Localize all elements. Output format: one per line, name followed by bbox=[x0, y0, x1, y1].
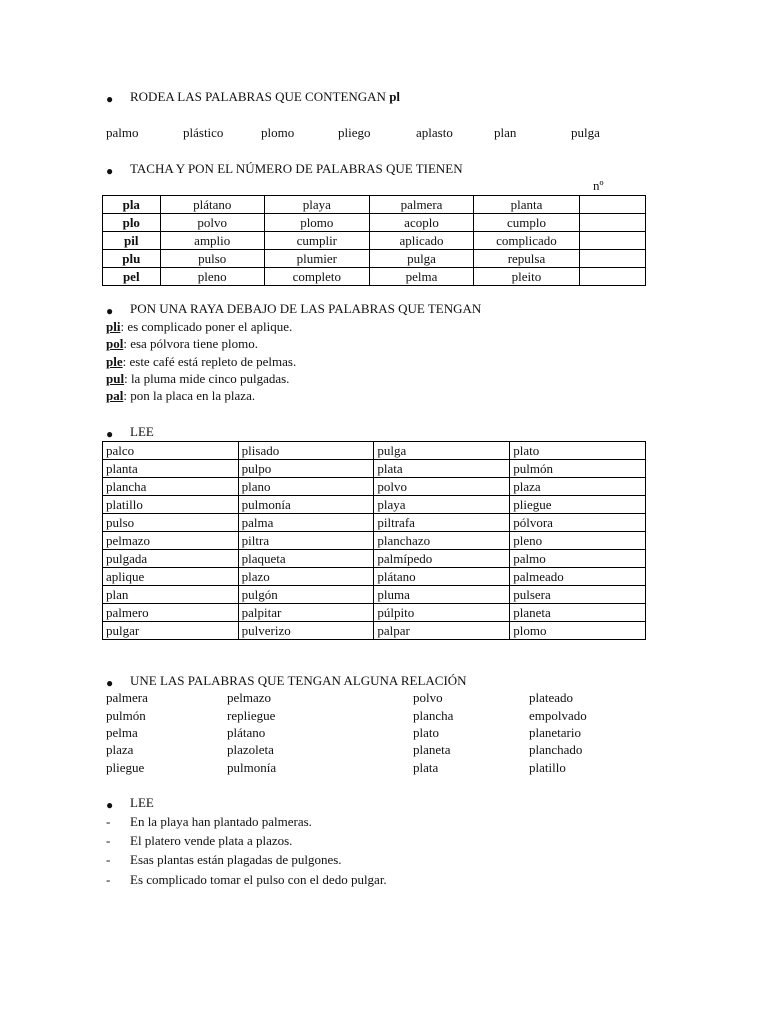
word-cell: completo bbox=[264, 268, 369, 286]
match-word: repliegue bbox=[227, 708, 276, 723]
count-cell[interactable] bbox=[579, 214, 645, 232]
table-cell: pólvora bbox=[510, 514, 646, 532]
table-row bbox=[103, 268, 646, 286]
syllable-cell: pil bbox=[103, 232, 161, 250]
number-label: nº bbox=[593, 178, 604, 193]
word-cell: complicado bbox=[474, 232, 579, 250]
count-cell[interactable] bbox=[579, 268, 645, 286]
word-cell: planta bbox=[474, 196, 579, 214]
sentence-item bbox=[106, 319, 292, 335]
word: plomo bbox=[261, 125, 295, 140]
bullet-icon: ● bbox=[106, 676, 114, 690]
table-cell: palmo bbox=[510, 550, 646, 568]
syllable-label: pal bbox=[106, 388, 124, 403]
match-word: planchado bbox=[529, 742, 583, 757]
match-word: plazoleta bbox=[227, 742, 274, 757]
table-cell: palmípedo bbox=[374, 550, 510, 568]
dash-marker: - bbox=[106, 852, 111, 867]
table-cell: pelmazo bbox=[103, 532, 239, 550]
table-cell: palmeado bbox=[510, 568, 646, 586]
table-cell: aplique bbox=[103, 568, 239, 586]
match-word: plata bbox=[413, 760, 439, 775]
dash-marker: - bbox=[106, 872, 111, 887]
syllable-cell: pel bbox=[103, 268, 161, 286]
table-row bbox=[103, 196, 646, 214]
word-cell: cumplo bbox=[474, 214, 579, 232]
table-row bbox=[103, 478, 646, 496]
word: palmo bbox=[106, 125, 139, 140]
section2-heading: TACHA Y PON EL NÚMERO DE PALABRAS QUE TIENEN bbox=[130, 161, 463, 176]
table-cell: pliegue bbox=[510, 496, 646, 514]
match-word: pulmón bbox=[106, 708, 146, 723]
word: pliego bbox=[338, 125, 371, 140]
table-cell: planeta bbox=[510, 604, 646, 622]
word-cell: pulga bbox=[369, 250, 474, 268]
table-cell: pulmonía bbox=[238, 496, 374, 514]
sentence-text: : es complicado poner el aplique. bbox=[120, 319, 293, 334]
match-word: planeta bbox=[413, 742, 451, 757]
word-cell: pleito bbox=[474, 268, 579, 286]
sentence-text: : este café está repleto de pelmas. bbox=[122, 354, 297, 369]
dash-marker: - bbox=[106, 833, 111, 848]
bullet-icon: ● bbox=[106, 164, 114, 178]
word-cell: cumplir bbox=[264, 232, 369, 250]
count-cell[interactable] bbox=[579, 196, 645, 214]
table-cell: plomo bbox=[510, 622, 646, 640]
sentence-item bbox=[106, 354, 296, 370]
table-cell: plaqueta bbox=[238, 550, 374, 568]
word: plan bbox=[494, 125, 517, 140]
word-cell: repulsa bbox=[474, 250, 579, 268]
syllable-label: ple bbox=[106, 354, 123, 369]
match-word: plancha bbox=[413, 708, 454, 723]
syllable-count-table bbox=[102, 195, 646, 286]
table-cell: piltra bbox=[238, 532, 374, 550]
sentence: Esas plantas están plagadas de pulgones. bbox=[130, 852, 342, 867]
syllable-label: pol bbox=[106, 336, 124, 351]
match-word: pelmazo bbox=[227, 690, 272, 705]
word: pulga bbox=[571, 125, 600, 140]
sentence-item bbox=[106, 336, 258, 352]
table-cell: plan bbox=[103, 586, 239, 604]
table-row bbox=[103, 586, 646, 604]
table-cell: palpar bbox=[374, 622, 510, 640]
table-cell: plancha bbox=[103, 478, 239, 496]
sentence: El platero vende plata a plazos. bbox=[130, 833, 293, 848]
table-cell: planta bbox=[103, 460, 239, 478]
sentence: Es complicado tomar el pulso con el dedo pulgar. bbox=[130, 872, 387, 887]
bullet-icon: ● bbox=[106, 427, 114, 441]
section4-heading: LEE bbox=[130, 424, 154, 439]
table-row bbox=[103, 232, 646, 250]
match-word: pliegue bbox=[106, 760, 145, 775]
section1-heading-bold: pl bbox=[389, 89, 401, 104]
match-word: plato bbox=[413, 725, 439, 740]
match-word: planetario bbox=[529, 725, 581, 740]
bullet-icon: ● bbox=[106, 798, 114, 812]
table-cell: plata bbox=[374, 460, 510, 478]
table-cell: plazo bbox=[238, 568, 374, 586]
count-cell[interactable] bbox=[579, 250, 645, 268]
bullet-icon: ● bbox=[106, 304, 114, 318]
table-row bbox=[103, 214, 646, 232]
table-cell: pulso bbox=[103, 514, 239, 532]
table-cell: pleno bbox=[510, 532, 646, 550]
sentence-text: : esa pólvora tiene plomo. bbox=[123, 336, 259, 351]
sentence-text: : la pluma mide cinco pulgadas. bbox=[124, 371, 290, 386]
table-row bbox=[103, 568, 646, 586]
syllable-cell: plu bbox=[103, 250, 161, 268]
syllable-cell: plo bbox=[103, 214, 161, 232]
table-cell: playa bbox=[374, 496, 510, 514]
count-cell[interactable] bbox=[579, 232, 645, 250]
word-cell: acoplo bbox=[369, 214, 474, 232]
word: plástico bbox=[183, 125, 224, 140]
word-cell: plátano bbox=[160, 196, 264, 214]
table-cell: púlpito bbox=[374, 604, 510, 622]
table-cell: plisado bbox=[238, 442, 374, 460]
word-cell: pulso bbox=[160, 250, 264, 268]
word-cell: palmera bbox=[369, 196, 474, 214]
section1-heading-text: RODEA LAS PALABRAS QUE CONTENGAN bbox=[130, 89, 386, 104]
table-cell: platillo bbox=[103, 496, 239, 514]
match-word: plátano bbox=[227, 725, 266, 740]
table-cell: pluma bbox=[374, 586, 510, 604]
table-row bbox=[103, 460, 646, 478]
table-cell: palpitar bbox=[238, 604, 374, 622]
word-cell: polvo bbox=[160, 214, 264, 232]
match-word: palmera bbox=[106, 690, 148, 705]
word-cell: pleno bbox=[160, 268, 264, 286]
table-cell: palmero bbox=[103, 604, 239, 622]
syllable-label: pul bbox=[106, 371, 125, 386]
word-cell: aplicado bbox=[369, 232, 474, 250]
table-row bbox=[103, 496, 646, 514]
word-cell: pelma bbox=[369, 268, 474, 286]
sentence-item bbox=[106, 371, 289, 387]
table-cell: palco bbox=[103, 442, 239, 460]
sentence-text: : pon la placa en la plaza. bbox=[123, 388, 256, 403]
table-cell: palma bbox=[238, 514, 374, 532]
table-cell: plaza bbox=[510, 478, 646, 496]
match-word: plateado bbox=[529, 690, 574, 705]
word-cell: playa bbox=[264, 196, 369, 214]
syllable-label: pli bbox=[106, 319, 121, 334]
table-row bbox=[103, 532, 646, 550]
table-cell: pulgar bbox=[103, 622, 239, 640]
sentence: En la playa han plantado palmeras. bbox=[130, 814, 312, 829]
word: aplasto bbox=[416, 125, 453, 140]
table-cell: piltrafa bbox=[374, 514, 510, 532]
table-row bbox=[103, 250, 646, 268]
reading-table bbox=[102, 441, 646, 640]
table-row bbox=[103, 550, 646, 568]
word-cell: amplio bbox=[160, 232, 264, 250]
match-word: pelma bbox=[106, 725, 138, 740]
dash-marker: - bbox=[106, 814, 111, 829]
match-word: platillo bbox=[529, 760, 566, 775]
section3-heading: PON UNA RAYA DEBAJO DE LAS PALABRAS QUE TENGAN bbox=[130, 301, 482, 316]
table-row bbox=[103, 514, 646, 532]
table-row bbox=[103, 622, 646, 640]
table-cell: pulsera bbox=[510, 586, 646, 604]
table-cell: polvo bbox=[374, 478, 510, 496]
table-cell: planchazo bbox=[374, 532, 510, 550]
table-cell: plano bbox=[238, 478, 374, 496]
section1-heading bbox=[130, 89, 400, 105]
word-cell: plumier bbox=[264, 250, 369, 268]
table-row bbox=[103, 442, 646, 460]
section6-heading: LEE bbox=[130, 795, 154, 810]
bullet-icon: ● bbox=[106, 92, 114, 106]
word-cell: plomo bbox=[264, 214, 369, 232]
table-cell: plato bbox=[510, 442, 646, 460]
table-cell: pulverizo bbox=[238, 622, 374, 640]
match-word: empolvado bbox=[529, 708, 587, 723]
table-cell: plátano bbox=[374, 568, 510, 586]
table-cell: pulmón bbox=[510, 460, 646, 478]
sentence-item bbox=[106, 388, 255, 404]
match-word: plaza bbox=[106, 742, 134, 757]
section5-heading: UNE LAS PALABRAS QUE TENGAN ALGUNA RELACIÓN bbox=[130, 673, 467, 688]
table-cell: pulgada bbox=[103, 550, 239, 568]
syllable-cell: pla bbox=[103, 196, 161, 214]
table-row bbox=[103, 604, 646, 622]
match-word: polvo bbox=[413, 690, 443, 705]
table-cell: pulgón bbox=[238, 586, 374, 604]
match-word: pulmonía bbox=[227, 760, 277, 775]
table-cell: pulga bbox=[374, 442, 510, 460]
table-cell: pulpo bbox=[238, 460, 374, 478]
